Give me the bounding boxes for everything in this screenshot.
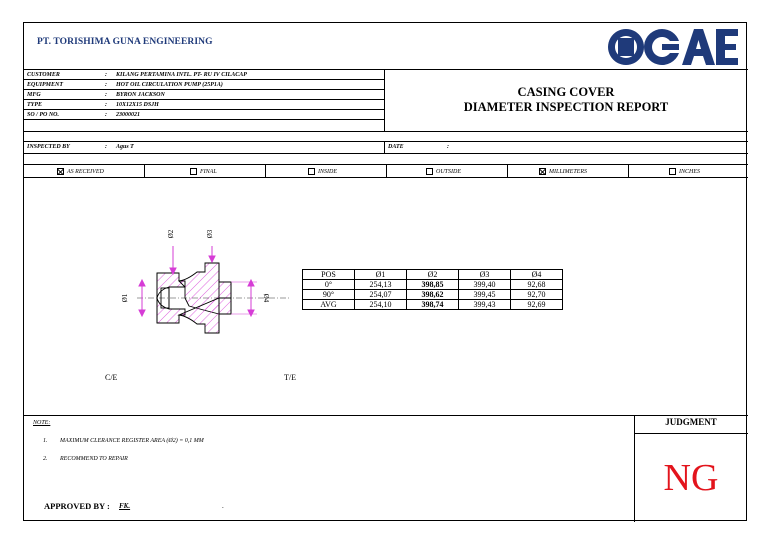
option-inside-label: INSIDE: [318, 168, 337, 175]
cell-d4: 92,68: [511, 280, 563, 290]
customer-colon: :: [105, 72, 107, 78]
cell-d3: 399,40: [459, 280, 511, 290]
cell-d2: 398,62: [407, 290, 459, 300]
checkbox-outside[interactable]: [426, 168, 433, 175]
equipment-colon: :: [105, 82, 107, 88]
option-inches-label: INCHES: [679, 168, 700, 175]
dim-d2-label: Ø2: [167, 229, 175, 239]
report-title-line1: CASING COVER: [517, 85, 615, 99]
customer-value: KILANG PERTAMINA INTL. PT- RU IV CILACAP: [116, 72, 247, 78]
type-value: 10X12X15 DSJH: [116, 102, 159, 108]
table-header-row: [303, 270, 563, 280]
header-d2: Ø2: [407, 270, 459, 280]
so-po-colon: :: [105, 112, 107, 118]
header-d1: Ø1: [355, 270, 407, 280]
table-row: [303, 300, 563, 310]
judgment-value: NG: [663, 457, 719, 499]
cell-d1: 254,10: [355, 300, 407, 310]
checkbox-millimeters[interactable]: [539, 168, 546, 175]
mfg-value: BYRON JACKSON: [116, 92, 165, 98]
judgment-title: JUDGMENT: [665, 417, 717, 427]
date-label: DATE: [388, 144, 404, 150]
option-millimeters[interactable]: [539, 168, 587, 175]
option-as-received[interactable]: [57, 168, 104, 175]
so-po-value: 23000021: [116, 112, 140, 118]
cell-d4: 92,69: [511, 300, 563, 310]
checkbox-inside[interactable]: [308, 168, 315, 175]
type-label: TYPE: [27, 102, 42, 108]
option-as-received-label: AS RECEIVED: [67, 168, 104, 175]
mfg-colon: :: [105, 92, 107, 98]
option-outside[interactable]: [426, 168, 461, 175]
so-po-label: SO / PO NO.: [27, 112, 60, 118]
approved-by-dot: .: [222, 502, 224, 510]
date-colon: :: [447, 144, 449, 150]
ce-label: C/E: [105, 373, 118, 382]
equipment-value: HOT OIL CIRCULATION PUMP (25P1A): [116, 82, 223, 88]
note-text: MAXIMUM CLERANCE REGISTER AREA (Ø2) = 0,1 MM: [60, 438, 204, 444]
option-final[interactable]: [190, 168, 217, 175]
cell-pos: 90°: [303, 290, 355, 300]
company-logo: [604, 26, 738, 68]
note-item: [43, 456, 128, 462]
te-label: T/E: [284, 373, 296, 382]
approved-by-signature: FK.: [119, 502, 131, 510]
report-frame: [23, 22, 747, 521]
customer-label: CUSTOMER: [27, 72, 60, 78]
report-title-line2: DIAMETER INSPECTION REPORT: [463, 100, 669, 114]
header-pos: POS: [303, 270, 355, 280]
table-row: [303, 280, 563, 290]
note-number: 2.: [43, 456, 48, 462]
cell-pos: AVG: [303, 300, 355, 310]
option-final-label: FINAL: [200, 168, 217, 175]
equipment-label: EQUIPMENT: [27, 82, 64, 88]
option-outside-label: OUTSIDE: [436, 168, 461, 175]
dim-d4-label: Ø4: [262, 293, 270, 303]
note-text: RECOMMEND TO REPAIR: [60, 456, 128, 462]
header-d3: Ø3: [459, 270, 511, 280]
cell-d4: 92,70: [511, 290, 563, 300]
option-inches[interactable]: [669, 168, 700, 175]
cell-d2: 398,74: [407, 300, 459, 310]
option-millimeters-label: MILLIMETERS: [549, 168, 587, 175]
approved-by-label: APPROVED BY :: [44, 501, 110, 511]
header-d4: Ø4: [511, 270, 563, 280]
inspected-by-colon: :: [105, 144, 107, 150]
option-inside[interactable]: [308, 168, 337, 175]
inspected-by-value: Agus T: [116, 144, 134, 150]
cell-d3: 399,45: [459, 290, 511, 300]
type-colon: :: [105, 102, 107, 108]
measurements-table: [302, 269, 563, 310]
casing-cover-drawing: [79, 198, 299, 398]
cell-d3: 399,43: [459, 300, 511, 310]
inspected-by-label: INSPECTED BY: [27, 144, 70, 150]
note-number: 1.: [43, 438, 48, 444]
dim-d1-label: Ø1: [121, 293, 129, 303]
cell-d2: 398,85: [407, 280, 459, 290]
cell-pos: 0°: [303, 280, 355, 290]
checkbox-inches[interactable]: [669, 168, 676, 175]
cell-d1: 254,13: [355, 280, 407, 290]
checkbox-as-received[interactable]: [57, 168, 64, 175]
dim-d3-label: Ø3: [206, 229, 214, 239]
checkbox-final[interactable]: [190, 168, 197, 175]
mfg-label: MFG: [27, 92, 41, 98]
note-item: [43, 438, 204, 444]
notes-title: NOTE:: [33, 420, 51, 426]
table-row: [303, 290, 563, 300]
cell-d1: 254,07: [355, 290, 407, 300]
company-name: PT. TORISHIMA GUNA ENGINEERING: [37, 37, 213, 47]
